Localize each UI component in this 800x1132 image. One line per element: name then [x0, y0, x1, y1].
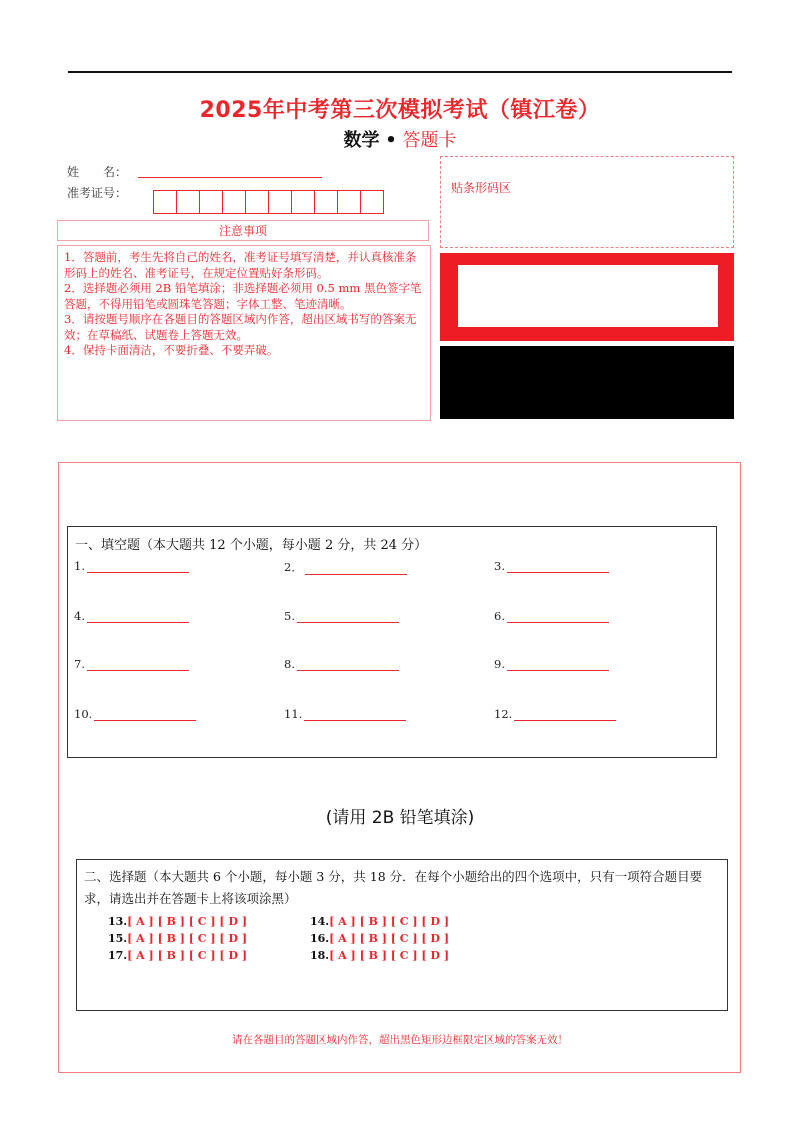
exam-id-box[interactable] [314, 190, 338, 214]
name-field[interactable] [138, 177, 322, 178]
blank-number: 1. [74, 559, 85, 573]
blank-line [94, 708, 196, 721]
blank-answer[interactable] [284, 707, 406, 721]
name-label: 姓 名： [67, 165, 128, 179]
blank-line [87, 610, 189, 623]
exam-id-box[interactable] [153, 190, 177, 214]
notice-item: 4．保持卡面清洁，不要折叠、不要弄破。 [64, 343, 279, 357]
blank-line [87, 658, 189, 671]
question-number: 18. [310, 949, 330, 962]
blank-line [297, 658, 399, 671]
answer-bubbles[interactable]: [ A ] [ B ] [ C ] [ D ] [329, 915, 450, 928]
blank-line [297, 610, 399, 623]
barcode-area [440, 156, 734, 248]
question-number: 14. [310, 915, 330, 928]
footer-note: 请在各题目的答题区域内作答，超出黑色矩形边框限定区域的答案无效！ [232, 1034, 568, 1046]
blank-answer[interactable] [74, 657, 189, 671]
notice-item: 1．答题前，考生先将自己的姓名，准考证号填写清楚，并认真核准条形码上的姓名、准考证号，在规定位置贴好条形码。 [64, 250, 417, 280]
subtitle-separator: • [385, 130, 397, 151]
exam-id-box[interactable] [268, 190, 292, 214]
fill-in-heading: 一、填空题（本大题共 12 个小题，每小题 2 分，共 24 分） [75, 538, 428, 553]
multiple-choice-section [76, 859, 728, 1011]
choice-row [108, 932, 247, 945]
blank-answer[interactable] [284, 609, 399, 623]
blank-number: 3. [494, 559, 505, 573]
pencil-note: (请用 2B 铅笔填涂) [325, 808, 475, 828]
absent-mark-inner [458, 265, 718, 327]
choice-heading: 二、选择题（本大题共 6 个小题，每小题 3 分，共 18 分．在每个小题给出的四个选项中，只有一项符合题目要求，请选出并在答题卡上将该项涂黑） [84, 869, 703, 906]
answer-bubbles[interactable]: [ A ] [ B ] [ C ] [ D ] [127, 915, 248, 928]
notice-heading: 注意事项 [57, 220, 429, 241]
page-subtitle [0, 126, 800, 152]
absent-mark-frame [440, 253, 734, 341]
blank-number: 9. [494, 657, 505, 671]
blank-line [305, 562, 407, 575]
page-title: 2025年中考第三次模拟考试（镇江卷） [199, 98, 601, 123]
blank-answer[interactable] [74, 609, 189, 623]
blank-number: 11. [284, 707, 303, 721]
blank-answer[interactable] [74, 559, 189, 573]
blank-number: 8. [284, 657, 295, 671]
card-name-label: 答题卡 [402, 130, 457, 151]
exam-id-box[interactable] [360, 190, 384, 214]
barcode-label: 贴条形码区 [451, 181, 512, 195]
blank-answer[interactable] [494, 609, 609, 623]
choice-row [310, 915, 449, 928]
blank-number: 5. [284, 609, 295, 623]
blank-number: 4. [74, 609, 85, 623]
black-block [440, 346, 734, 419]
choice-row [108, 915, 247, 928]
notice-body [57, 245, 431, 421]
blank-answer[interactable] [284, 559, 407, 575]
blank-line [87, 560, 189, 573]
blank-line [514, 708, 616, 721]
blank-answer[interactable] [74, 707, 196, 721]
blank-number: 7. [74, 657, 85, 671]
blank-line [507, 658, 609, 671]
exam-id-box[interactable] [199, 190, 223, 214]
question-number: 17. [108, 949, 128, 962]
blank-line [304, 708, 406, 721]
question-number: 15. [108, 932, 128, 945]
choice-row [310, 932, 449, 945]
exam-id-box[interactable] [337, 190, 361, 214]
exam-id-box[interactable] [222, 190, 246, 214]
answer-bubbles[interactable]: [ A ] [ B ] [ C ] [ D ] [127, 932, 248, 945]
exam-id-label: 准考证号： [67, 186, 128, 200]
answer-bubbles[interactable]: [ A ] [ B ] [ C ] [ D ] [127, 949, 248, 962]
top-divider [68, 71, 732, 73]
blank-number: 2． [284, 560, 303, 574]
choice-row [108, 949, 247, 962]
exam-id-box[interactable] [176, 190, 200, 214]
question-number: 13. [108, 915, 128, 928]
exam-id-box[interactable] [245, 190, 269, 214]
blank-line [507, 560, 609, 573]
blank-number: 10. [74, 707, 93, 721]
fill-in-section [67, 526, 717, 758]
blank-answer[interactable] [284, 657, 399, 671]
blank-line [507, 610, 609, 623]
subject-label: 数学 [343, 130, 380, 151]
blank-number: 12. [494, 707, 513, 721]
choice-row [310, 949, 449, 962]
blank-answer[interactable] [494, 559, 609, 573]
notice-item: 2．选择题必须用 2B 铅笔填涂；非选择题必须用 0.5 mm 黑色签字笔答题，不得用铅笔或圆珠笔答题；字体工整、笔迹清晰。 [64, 281, 422, 311]
blank-answer[interactable] [494, 707, 616, 721]
blank-number: 6. [494, 609, 505, 623]
question-number: 16. [310, 932, 330, 945]
exam-id-boxes [153, 190, 384, 214]
exam-id-box[interactable] [291, 190, 315, 214]
answer-bubbles[interactable]: [ A ] [ B ] [ C ] [ D ] [329, 949, 450, 962]
notice-item: 3．请按题号顺序在各题目的答题区域内作答，超出区域书写的答案无效；在草稿纸、试题卷上答题无效。 [64, 312, 417, 342]
blank-answer[interactable] [494, 657, 609, 671]
answer-bubbles[interactable]: [ A ] [ B ] [ C ] [ D ] [329, 932, 450, 945]
